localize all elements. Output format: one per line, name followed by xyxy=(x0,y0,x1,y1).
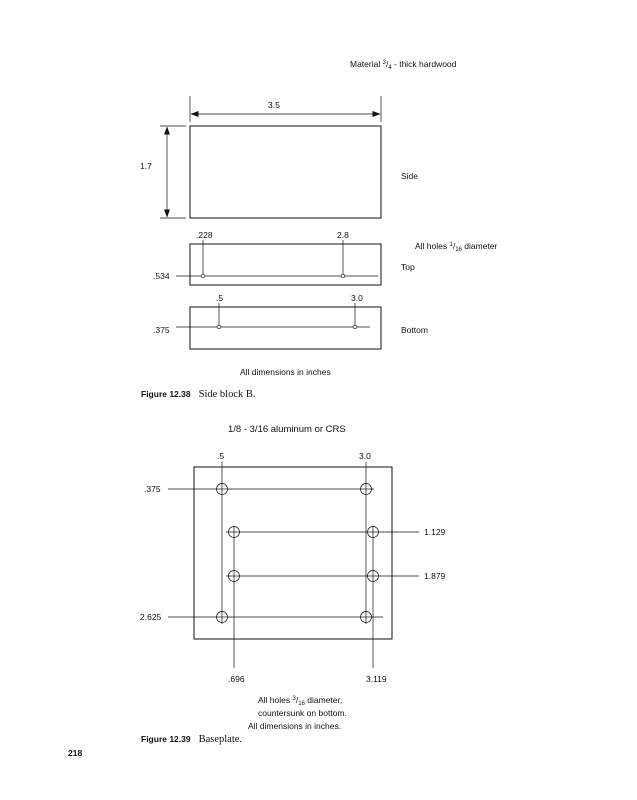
material-note: Material $^3/_4$ - thick hardwood xyxy=(350,59,457,71)
hole-d xyxy=(368,527,379,538)
figure-12-39-caption: Figure 12.39 Baseplate. xyxy=(141,734,243,745)
top-x2-label: 2.8 xyxy=(337,230,349,240)
bottom-y-label: .375 xyxy=(153,325,170,335)
y-3-label: 1.879 xyxy=(424,571,446,581)
x-bot-2-label: 3.119 xyxy=(366,674,387,684)
x-top-1-label: .5 xyxy=(217,451,225,461)
side-view-rect xyxy=(190,126,381,218)
hole-g xyxy=(217,612,228,623)
figure-12-38-caption: Figure 12.38 Side block B. xyxy=(141,389,256,400)
top-hole-1 xyxy=(201,274,205,278)
y-1-label: .375 xyxy=(144,484,161,494)
bottom-hole-1 xyxy=(217,325,221,329)
hole-e xyxy=(229,571,240,582)
top-x1-label: .228 xyxy=(196,230,213,240)
x-top-2-label: 3.0 xyxy=(359,451,371,461)
page-number: 218 xyxy=(68,748,83,758)
hole-h xyxy=(361,612,372,623)
dimensions-note: All dimensions in inches xyxy=(240,367,331,377)
height-dim-label: 1.7 xyxy=(140,161,152,171)
baseplate-material-title: 1/8 - 3/16 aluminum or CRS xyxy=(228,424,346,435)
x-bot-1-label: .696 xyxy=(228,674,245,684)
holes-note-line-2: countersunk on bottom. xyxy=(258,708,347,718)
top-y-label: .534 xyxy=(153,271,170,281)
y-2-label: 1.129 xyxy=(424,527,446,537)
hole-b xyxy=(361,484,372,495)
bottom-x2-label: 3.0 xyxy=(351,293,363,303)
holes-note: All holes $^1/_{16}$ diameter xyxy=(415,241,498,253)
hole-c xyxy=(229,527,240,538)
holes-note-line-1: All holes $^3/_{16}$ diameter, xyxy=(258,695,343,707)
top-view-rect xyxy=(190,244,381,285)
top-hole-2 xyxy=(341,274,345,278)
hole-f xyxy=(368,571,379,582)
bottom-x1-label: .5 xyxy=(216,293,224,303)
width-dim-label: 3.5 xyxy=(268,100,280,110)
top-label: Top xyxy=(401,262,415,272)
bottom-hole-2 xyxy=(353,325,357,329)
y-4-label: 2.625 xyxy=(140,612,162,622)
side-label: Side xyxy=(401,171,419,181)
hole-a xyxy=(217,484,228,495)
holes-note-line-3: All dimensions in inches. xyxy=(248,721,342,731)
bottom-label: Bottom xyxy=(401,325,428,335)
